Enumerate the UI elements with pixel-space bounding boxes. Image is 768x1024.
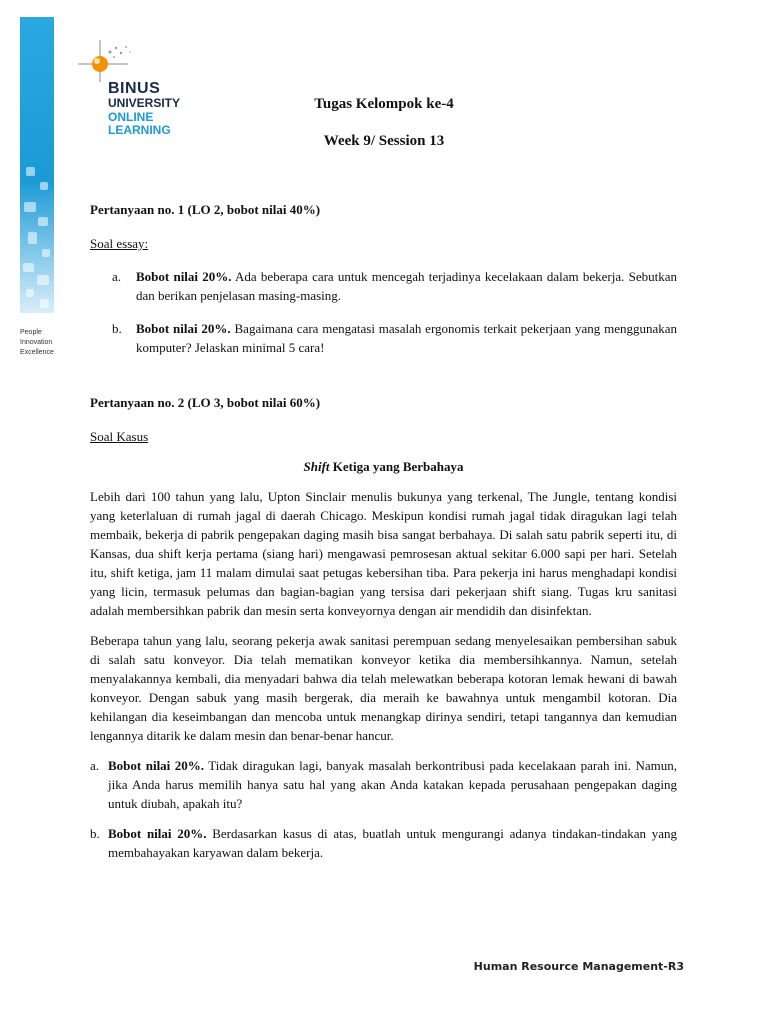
question-1-item-a bbox=[90, 267, 677, 305]
item-weight: Bobot nilai 20%. bbox=[136, 321, 231, 336]
logo-wordmark: BINUS bbox=[108, 80, 161, 97]
item-label: b. bbox=[90, 826, 100, 841]
question-2-item-b bbox=[90, 824, 677, 862]
case-title bbox=[90, 457, 677, 476]
question-2-heading: Pertanyaan no. 2 (LO 3, bobot nilai 60%) bbox=[90, 395, 321, 410]
item-weight: Bobot nilai 20%. bbox=[108, 758, 205, 773]
item-text: Berdasarkan kasus di atas, buatlah untuk mengurangi adanya tindakan-tindakan yang membahayakan karyawan dalam bekerja. bbox=[108, 826, 677, 860]
case-paragraph-2: Beberapa tahun yang lalu, seorang pekerja awak sanitasi perempuan sedang menyelesaikan pembersihan sabuk di salah satu konveyor. Dia telah mematikan konveyor ketika dia membersihkannya. Namun, setelah menyalakannya kembali, dia menyadari bahwa dia telah melewatkan beberapa kotoran lemak hewani di bawah konveyor. Dengan sabuk yang masih bergerak, dia meraih ke bawahnya untuk mengambil kotoran. Dia kehilangan dia keseimbangan dan mencoba untuk menangkap dirinya sendiri, tetapi tangannya dan kemudian lengannya ditarik ke dalam mesin dan benar-benar hancur. bbox=[90, 633, 677, 743]
logo-learning: LEARNING bbox=[108, 123, 171, 137]
side-decor-band bbox=[20, 17, 54, 313]
item-label: a. bbox=[112, 269, 122, 284]
question-1-subheading: Soal essay: bbox=[90, 236, 149, 251]
question-1-item-b bbox=[90, 319, 677, 357]
session-title: Week 9/ Session 13 bbox=[323, 133, 445, 149]
item-text: Ada beberapa cara untuk mencegah terjadinya kecelakaan dalam bekerja. Sebutkan dan berikan penjelasan masing-masing. bbox=[136, 269, 677, 303]
logo-university: UNIVERSITY bbox=[108, 96, 181, 110]
tagline-line: People bbox=[20, 329, 42, 336]
document-title: Tugas Kelompok ke-4 bbox=[314, 96, 454, 112]
logo-online: ONLINE bbox=[108, 110, 154, 124]
question-2-subheading: Soal Kasus bbox=[90, 429, 149, 444]
footer-course: Human Resource Management-R3 bbox=[473, 960, 684, 973]
case-title-italic: Shift bbox=[303, 459, 330, 474]
question-2-item-a bbox=[90, 756, 677, 813]
case-title-rest: Ketiga yang Berbahaya bbox=[329, 459, 464, 474]
tagline-line: Innovation bbox=[20, 339, 53, 346]
tagline bbox=[20, 328, 54, 358]
item-weight: Bobot nilai 20%. bbox=[136, 269, 232, 284]
item-weight: Bobot nilai 20%. bbox=[108, 826, 207, 841]
binus-logo bbox=[74, 38, 194, 142]
logo-orb-icon bbox=[74, 38, 134, 83]
item-label: b. bbox=[112, 321, 122, 336]
item-label: a. bbox=[90, 758, 100, 773]
item-text: Bagaimana cara mengatasi masalah ergonomis terkait pekerjaan yang menggunakan komputer? Jelaskan minimal 5 cara! bbox=[136, 321, 678, 355]
tagline-line: Excellence bbox=[20, 349, 54, 356]
question-1-heading: Pertanyaan no. 1 (LO 2, bobot nilai 40%) bbox=[90, 202, 321, 217]
case-paragraph-1: Lebih dari 100 tahun yang lalu, Upton Sinclair menulis bukunya yang terkenal, The Jungle, tentang kondisi yang keterlaluan di rumah jagal di daerah Chicago. Meskipun kondisi rumah jagal tidak diragukan lagi telah membaik, bekerja di pabrik pengepakan daging masih bisa sangat berbahaya. Di salah satu pabrik seperti itu, di Kansas, dua shift kerja pertama (siang hari) mengawasi pemrosesan aktual sekitar 6.000 sapi per hari. Setelah itu, shift ketiga, jam 11 malam dimulai saat petugas kebersihan tiba. Para pekerja ini harus menghadapi kondisi yang licin, termasuk pelumas dan bagian-bagian yang tersisa dari pekerjaan shift siang. Tugas kru sanitasi adalah membersihkan pabrik dan mesin serta konveyornya dengan air mendidih dan disinfektan. bbox=[90, 489, 677, 618]
item-text: Tidak diragukan lagi, banyak masalah berkontribusi pada kecelakaan parah ini. Namun, jika Anda harus memilih hanya satu hal yang akan Anda katakan kepada perusahaan pengepakan daging untuk diubah, apakah itu? bbox=[108, 758, 677, 811]
document-body bbox=[90, 200, 677, 862]
